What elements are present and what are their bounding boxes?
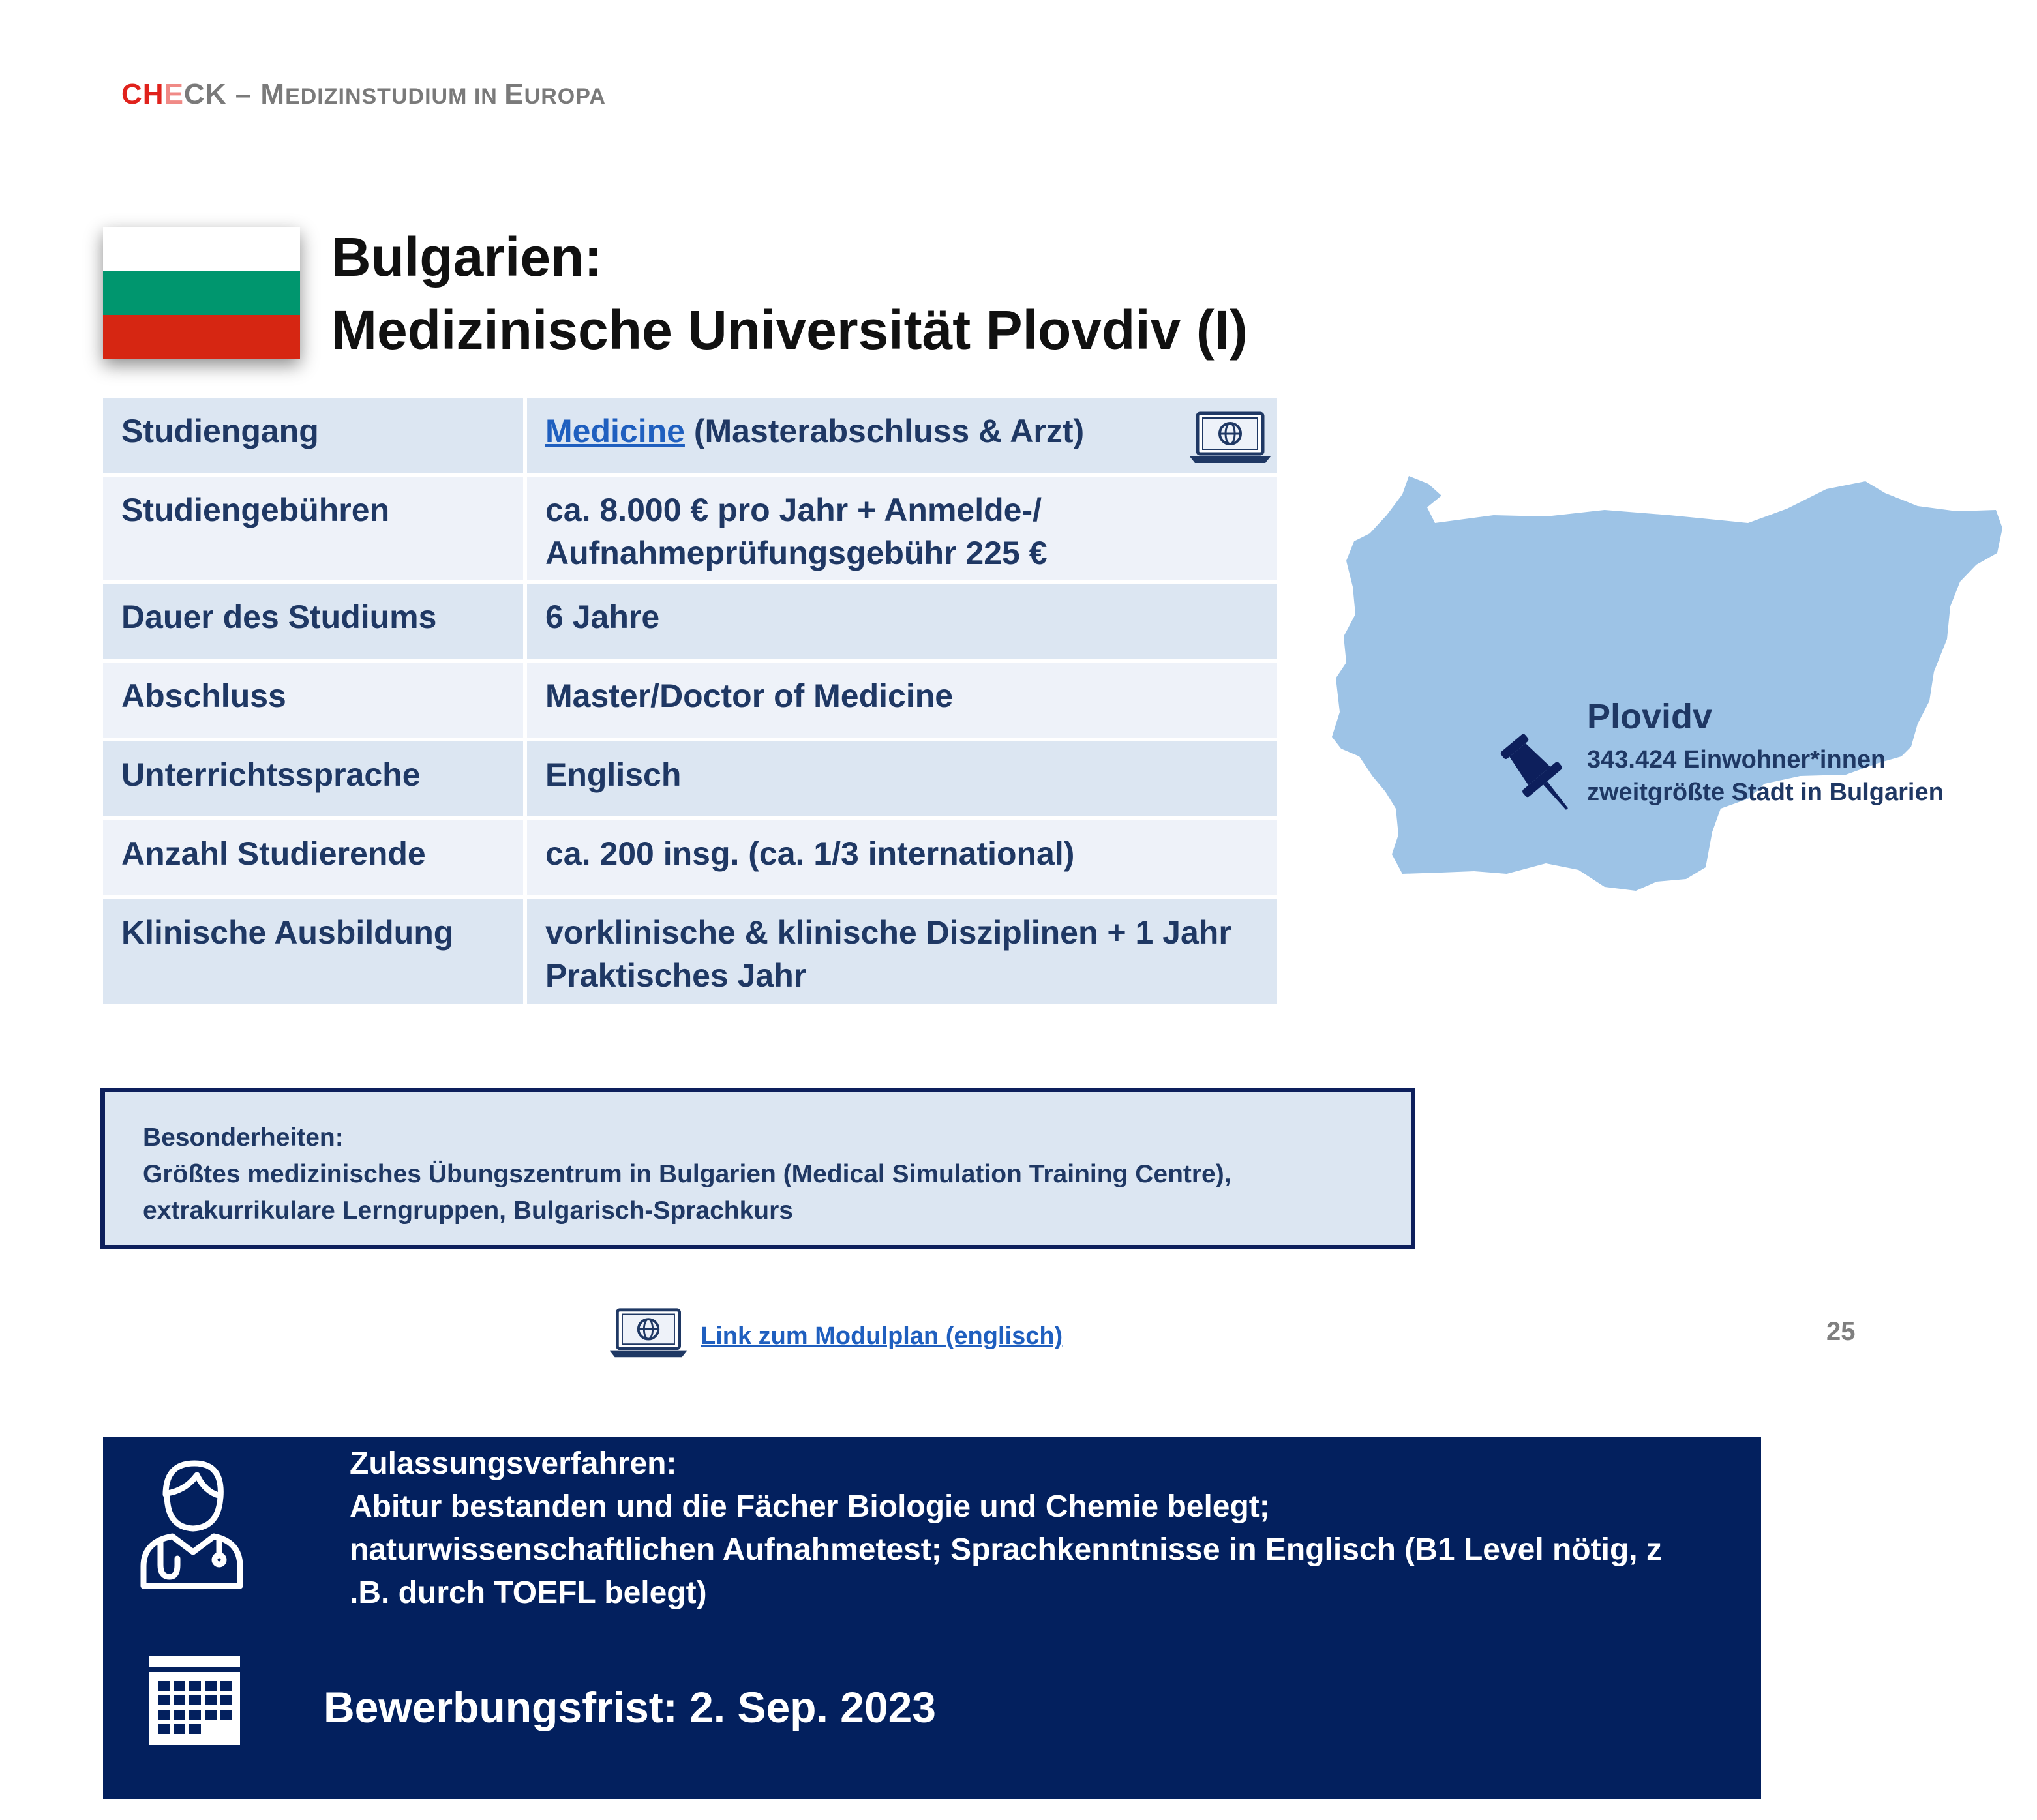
table-row: [103, 584, 1277, 663]
doctor-icon: [134, 1455, 249, 1592]
row-value: 6 Jahre: [545, 599, 660, 635]
admission-text: Zulassungsverfahren: Abitur bestanden und die Fächer Biologie und Chemie belegt; naturwissenschaftlichen Aufnahmetest; Sprachkenntnisse in Englisch (B1 Level nötig, z .B. durch TOEFL belegt): [350, 1446, 1662, 1610]
table-row: [103, 477, 1277, 584]
row-value: vorklinische & klinische Disziplinen + 1 Jahr: [545, 914, 1231, 951]
medicine-link[interactable]: Medicine: [545, 413, 685, 449]
special-features-box: Besonderheiten: Größtes medizinisches Übungszentrum in Bulgarien (Medical Simulation Training Centre), extrakurrikulare Lerngruppen, Bulgarisch-Sprachkurs: [100, 1088, 1415, 1249]
row-label: Studiengang: [121, 413, 319, 449]
table-row: [103, 820, 1277, 899]
row-value: Praktisches Jahr: [545, 957, 807, 994]
row-label: Studiengebühren: [121, 492, 390, 528]
page-number: 25: [1826, 1317, 1856, 1346]
row-value: ca. 8.000 € pro Jahr + Anmelde-/: [545, 492, 1042, 528]
row-value: Master/Doctor of Medicine: [545, 678, 954, 714]
calendar-icon: [147, 1655, 241, 1746]
table-row: [103, 741, 1277, 820]
laptop-globe-icon[interactable]: [1188, 411, 1272, 466]
module-plan-link[interactable]: Link zum Modulplan (englisch): [701, 1322, 1063, 1350]
row-value: Englisch: [545, 756, 682, 793]
city-info: 343.424 Einwohner*innen zweitgrößte Stadt in Bulgarien: [1587, 746, 1944, 806]
row-label: Klinische Ausbildung: [121, 914, 454, 951]
page-title: Bulgarien: Medizinische Universität Plovdiv (I): [331, 226, 1248, 361]
table-row: [103, 663, 1277, 741]
bulgaria-flag-icon: [103, 227, 300, 359]
row-label: Unterrichtssprache: [121, 756, 421, 793]
application-deadline: Bewerbungsfrist: 2. Sep. 2023: [324, 1683, 936, 1731]
row-value: Aufnahmeprüfungsgebühr 225 €: [545, 535, 1048, 571]
row-value: ca. 200 insg. (ca. 1/3 international): [545, 835, 1075, 872]
info-table: [103, 398, 1277, 1004]
row-label: Anzahl Studierende: [121, 835, 426, 872]
row-value: (Masterabschluss & Arzt): [684, 413, 1085, 449]
row-label: Abschluss: [121, 678, 286, 714]
table-row: [103, 899, 1277, 1004]
city-name: Plovidv: [1587, 697, 1713, 736]
row-label: Dauer des Studiums: [121, 599, 437, 635]
pushpin-icon: [1494, 730, 1585, 822]
table-row: [103, 398, 1277, 477]
page-header: CHECK – MEDIZINSTUDIUM IN EUROPA: [121, 78, 606, 110]
laptop-globe-icon[interactable]: [607, 1307, 690, 1360]
